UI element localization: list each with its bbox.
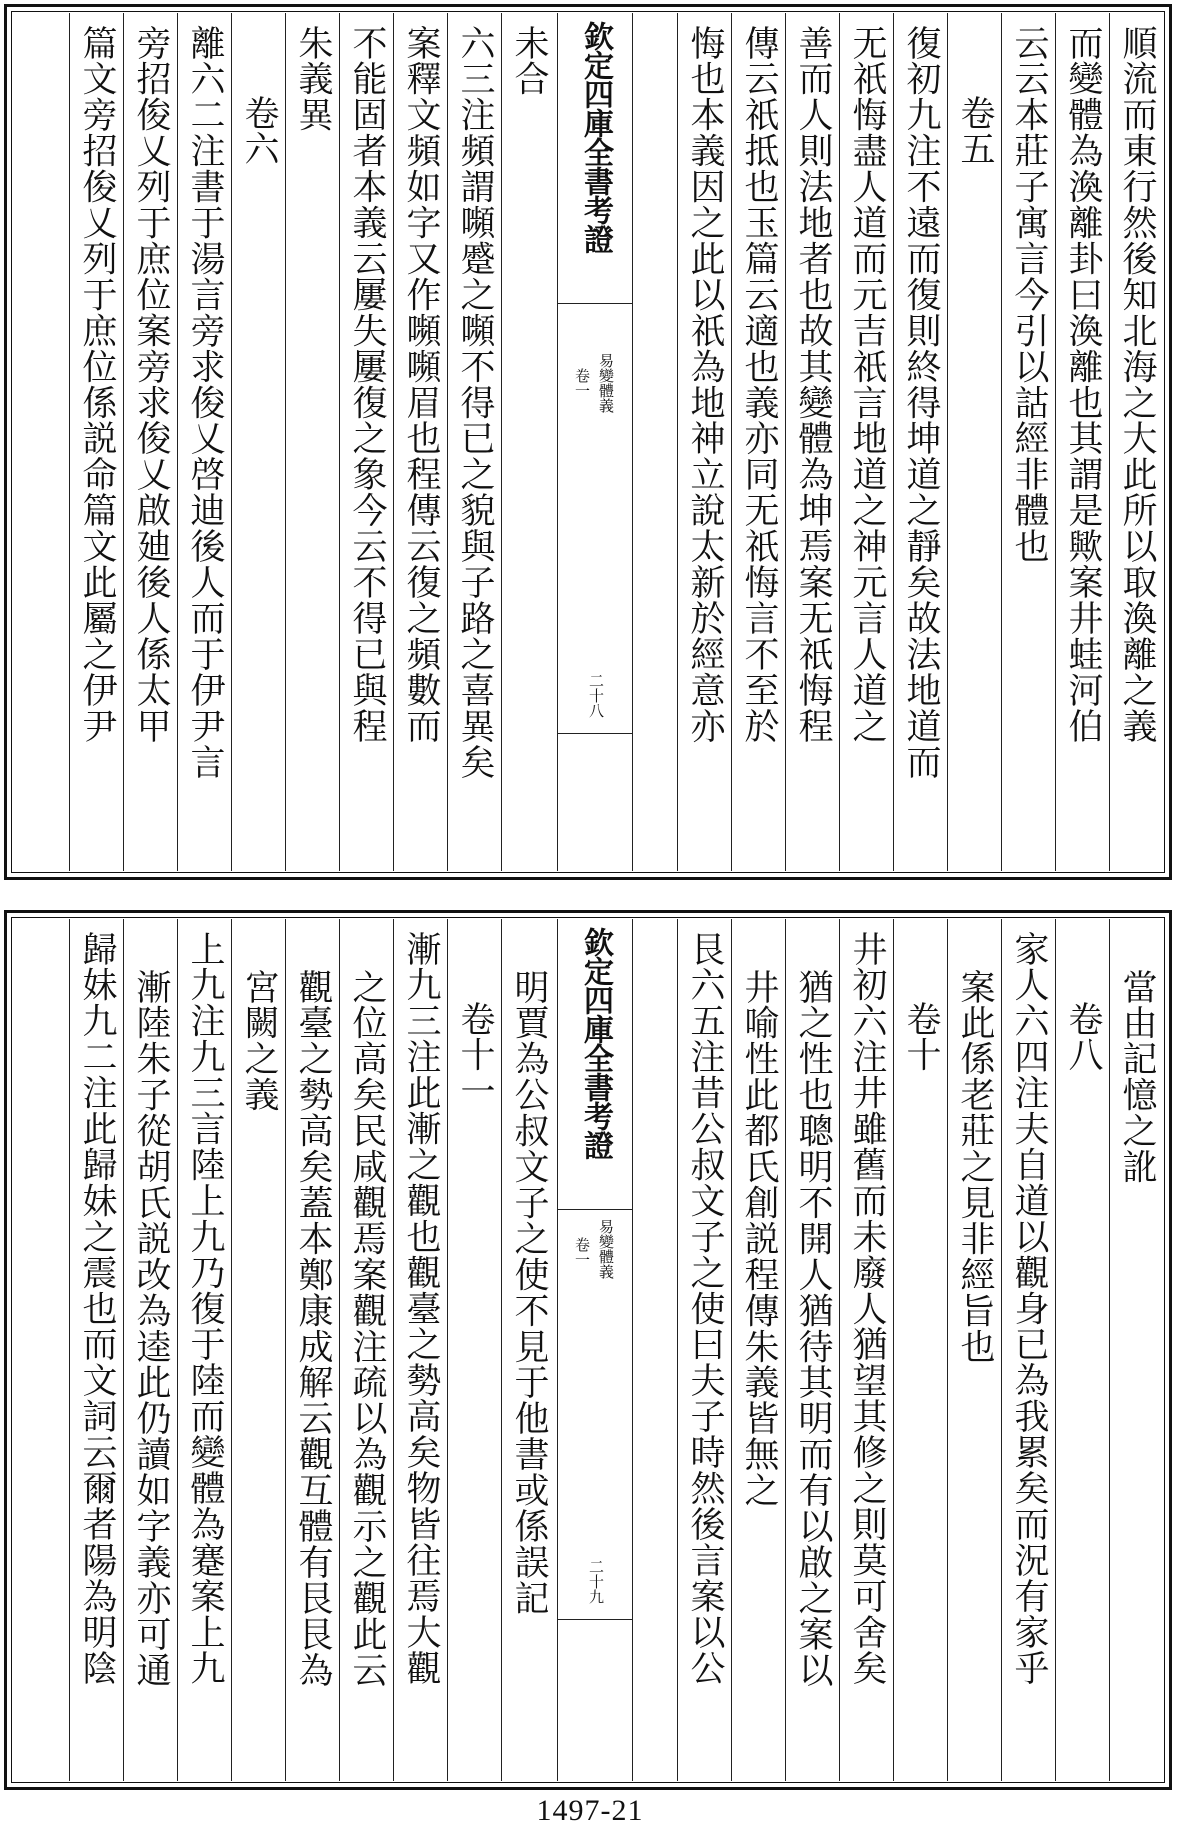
column-text: 之位高矣民咸觀焉案觀注疏以為觀示之觀此云 (347, 969, 387, 1688)
text-column (447, 13, 501, 871)
banner-volume: 卷一 (573, 368, 591, 398)
column-text: 傳云祇抵也玉篇云適也義亦同无祇悔言不至於 (739, 25, 779, 744)
text-column (1109, 13, 1163, 871)
column-text: 家人六四注夫自道以觀身已為我累矣而況有家乎 (1009, 931, 1049, 1686)
column-text: 宮闕之義 (239, 969, 279, 1113)
text-column (785, 919, 839, 1781)
banner-title: 欽定四庫全書考證 (578, 21, 613, 253)
column-text: 善而人則法地者也故其變體為坤焉案无祇悔程 (793, 25, 833, 744)
column-text: 云云本莊子寓言今引以詁經非體也 (1009, 25, 1049, 565)
text-column (177, 13, 231, 871)
volume-heading-column (893, 919, 947, 1781)
text-column (839, 919, 893, 1781)
volume-heading: 卷十一 (455, 1001, 495, 1109)
column-text: 艮六五注昔公叔文子之使曰夫子時然後言案以公 (685, 931, 725, 1686)
text-column (1001, 919, 1055, 1781)
banner-leaf-number: 二十八 (587, 673, 605, 718)
text-column (69, 13, 123, 871)
column-text: 篇文旁招俊乂列于庶位係説命篇文此屬之伊尹 (77, 25, 117, 744)
volume-heading: 卷八 (1063, 1001, 1103, 1073)
text-column (285, 919, 339, 1781)
text-column (393, 13, 447, 871)
page-number: 1497-21 (536, 1794, 644, 1827)
banner-book-title: 易變體義 (597, 353, 615, 413)
text-column (731, 13, 785, 871)
text-column (731, 919, 785, 1781)
banner-leaf-number: 二十九 (587, 1559, 605, 1604)
volume-heading: 卷六 (239, 95, 279, 167)
text-column (947, 919, 1001, 1781)
column-text: 觀臺之勢高矣蓋本鄭康成解云觀互體有艮艮為 (293, 969, 333, 1688)
column-text: 六三注頻謂嚬蹙之嚬不得已之貌與子路之喜異矣 (455, 25, 495, 780)
text-column (839, 13, 893, 871)
text-column (339, 919, 393, 1781)
column-text: 復初九注不遠而復則終得坤道之靜矣故法地道而 (901, 25, 941, 780)
text-column (677, 13, 731, 871)
text-column (285, 13, 339, 871)
text-column (893, 13, 947, 871)
banner-divider (558, 1209, 632, 1210)
text-column (1109, 919, 1163, 1781)
top-page (4, 4, 1172, 880)
text-column (393, 919, 447, 1781)
volume-heading-column (447, 919, 501, 1781)
column-text: 順流而東行然後知北海之大此所以取渙離之義 (1117, 25, 1157, 744)
banner-column (557, 13, 633, 871)
banner-divider (558, 1619, 632, 1620)
volume-heading-column (947, 13, 1001, 871)
column-text: 井初六注井雖舊而未廢人猶望其修之則莫可舍矣 (847, 931, 887, 1686)
column-text: 漸陸朱子從胡氏説改為逵此仍讀如字義亦可通 (131, 969, 171, 1688)
text-column (501, 13, 555, 871)
column-text: 而變體為渙離卦曰渙離也其謂是歟案井蛙河伯 (1063, 25, 1103, 744)
column-text: 朱義異 (293, 25, 333, 133)
banner-column (557, 919, 633, 1781)
column-text: 當由記憶之訛 (1117, 969, 1157, 1185)
banner-book-title: 易變體義 (597, 1219, 615, 1279)
column-text: 案釋文頻如字又作嚬嚬眉也程傳云復之頻數而 (401, 25, 441, 744)
text-column (177, 919, 231, 1781)
column-text: 歸妹九二注此歸妹之震也而文詞云爾者陽為明陰 (77, 931, 117, 1686)
column-text: 旁招俊乂列于庶位案旁求俊乂啟廸後人係太甲 (131, 25, 171, 744)
banner-volume: 卷一 (573, 1237, 591, 1267)
banner-title: 欽定四庫全書考證 (578, 927, 613, 1159)
text-column (501, 919, 555, 1781)
column-text: 離六二注書于湯言旁求俊乂啓迪後人而于伊尹言 (185, 25, 225, 780)
volume-heading: 卷十 (901, 1001, 941, 1073)
column-text: 无祇悔盡人道而元吉祇言地道之神元言人道之 (847, 25, 887, 744)
column-text: 明賈為公叔文子之使不見于他書或係誤記 (509, 969, 549, 1617)
column-text: 上九注九三言陸上九乃復于陸而變體為蹇案上九 (185, 931, 225, 1686)
column-text: 漸九三注此漸之觀也觀臺之勢高矣物皆往焉大觀 (401, 931, 441, 1686)
text-column (123, 13, 177, 871)
bottom-page (4, 910, 1172, 1790)
text-column (339, 13, 393, 871)
column-text: 不能固者本義云屢失屢復之象今云不得已與程 (347, 25, 387, 744)
column-text: 案此係老莊之見非經旨也 (955, 969, 995, 1365)
volume-heading-column (231, 13, 285, 871)
volume-heading-column (1055, 919, 1109, 1781)
banner-divider (558, 733, 632, 734)
text-column (231, 919, 285, 1781)
banner-divider (558, 303, 632, 304)
text-column (677, 919, 731, 1781)
text-column (1001, 13, 1055, 871)
column-text: 悔也本義因之此以祇為地神立說太新於經意亦 (685, 25, 725, 744)
text-column (69, 919, 123, 1781)
text-column (123, 919, 177, 1781)
text-column (785, 13, 839, 871)
volume-heading: 卷五 (955, 95, 995, 167)
column-text: 井喻性此都氏創説程傳朱義皆無之 (739, 969, 779, 1509)
column-text: 未合 (509, 25, 549, 97)
text-column (1055, 13, 1109, 871)
column-text: 猶之性也聰明不開人猶待其明而有以啟之案以 (793, 969, 833, 1688)
